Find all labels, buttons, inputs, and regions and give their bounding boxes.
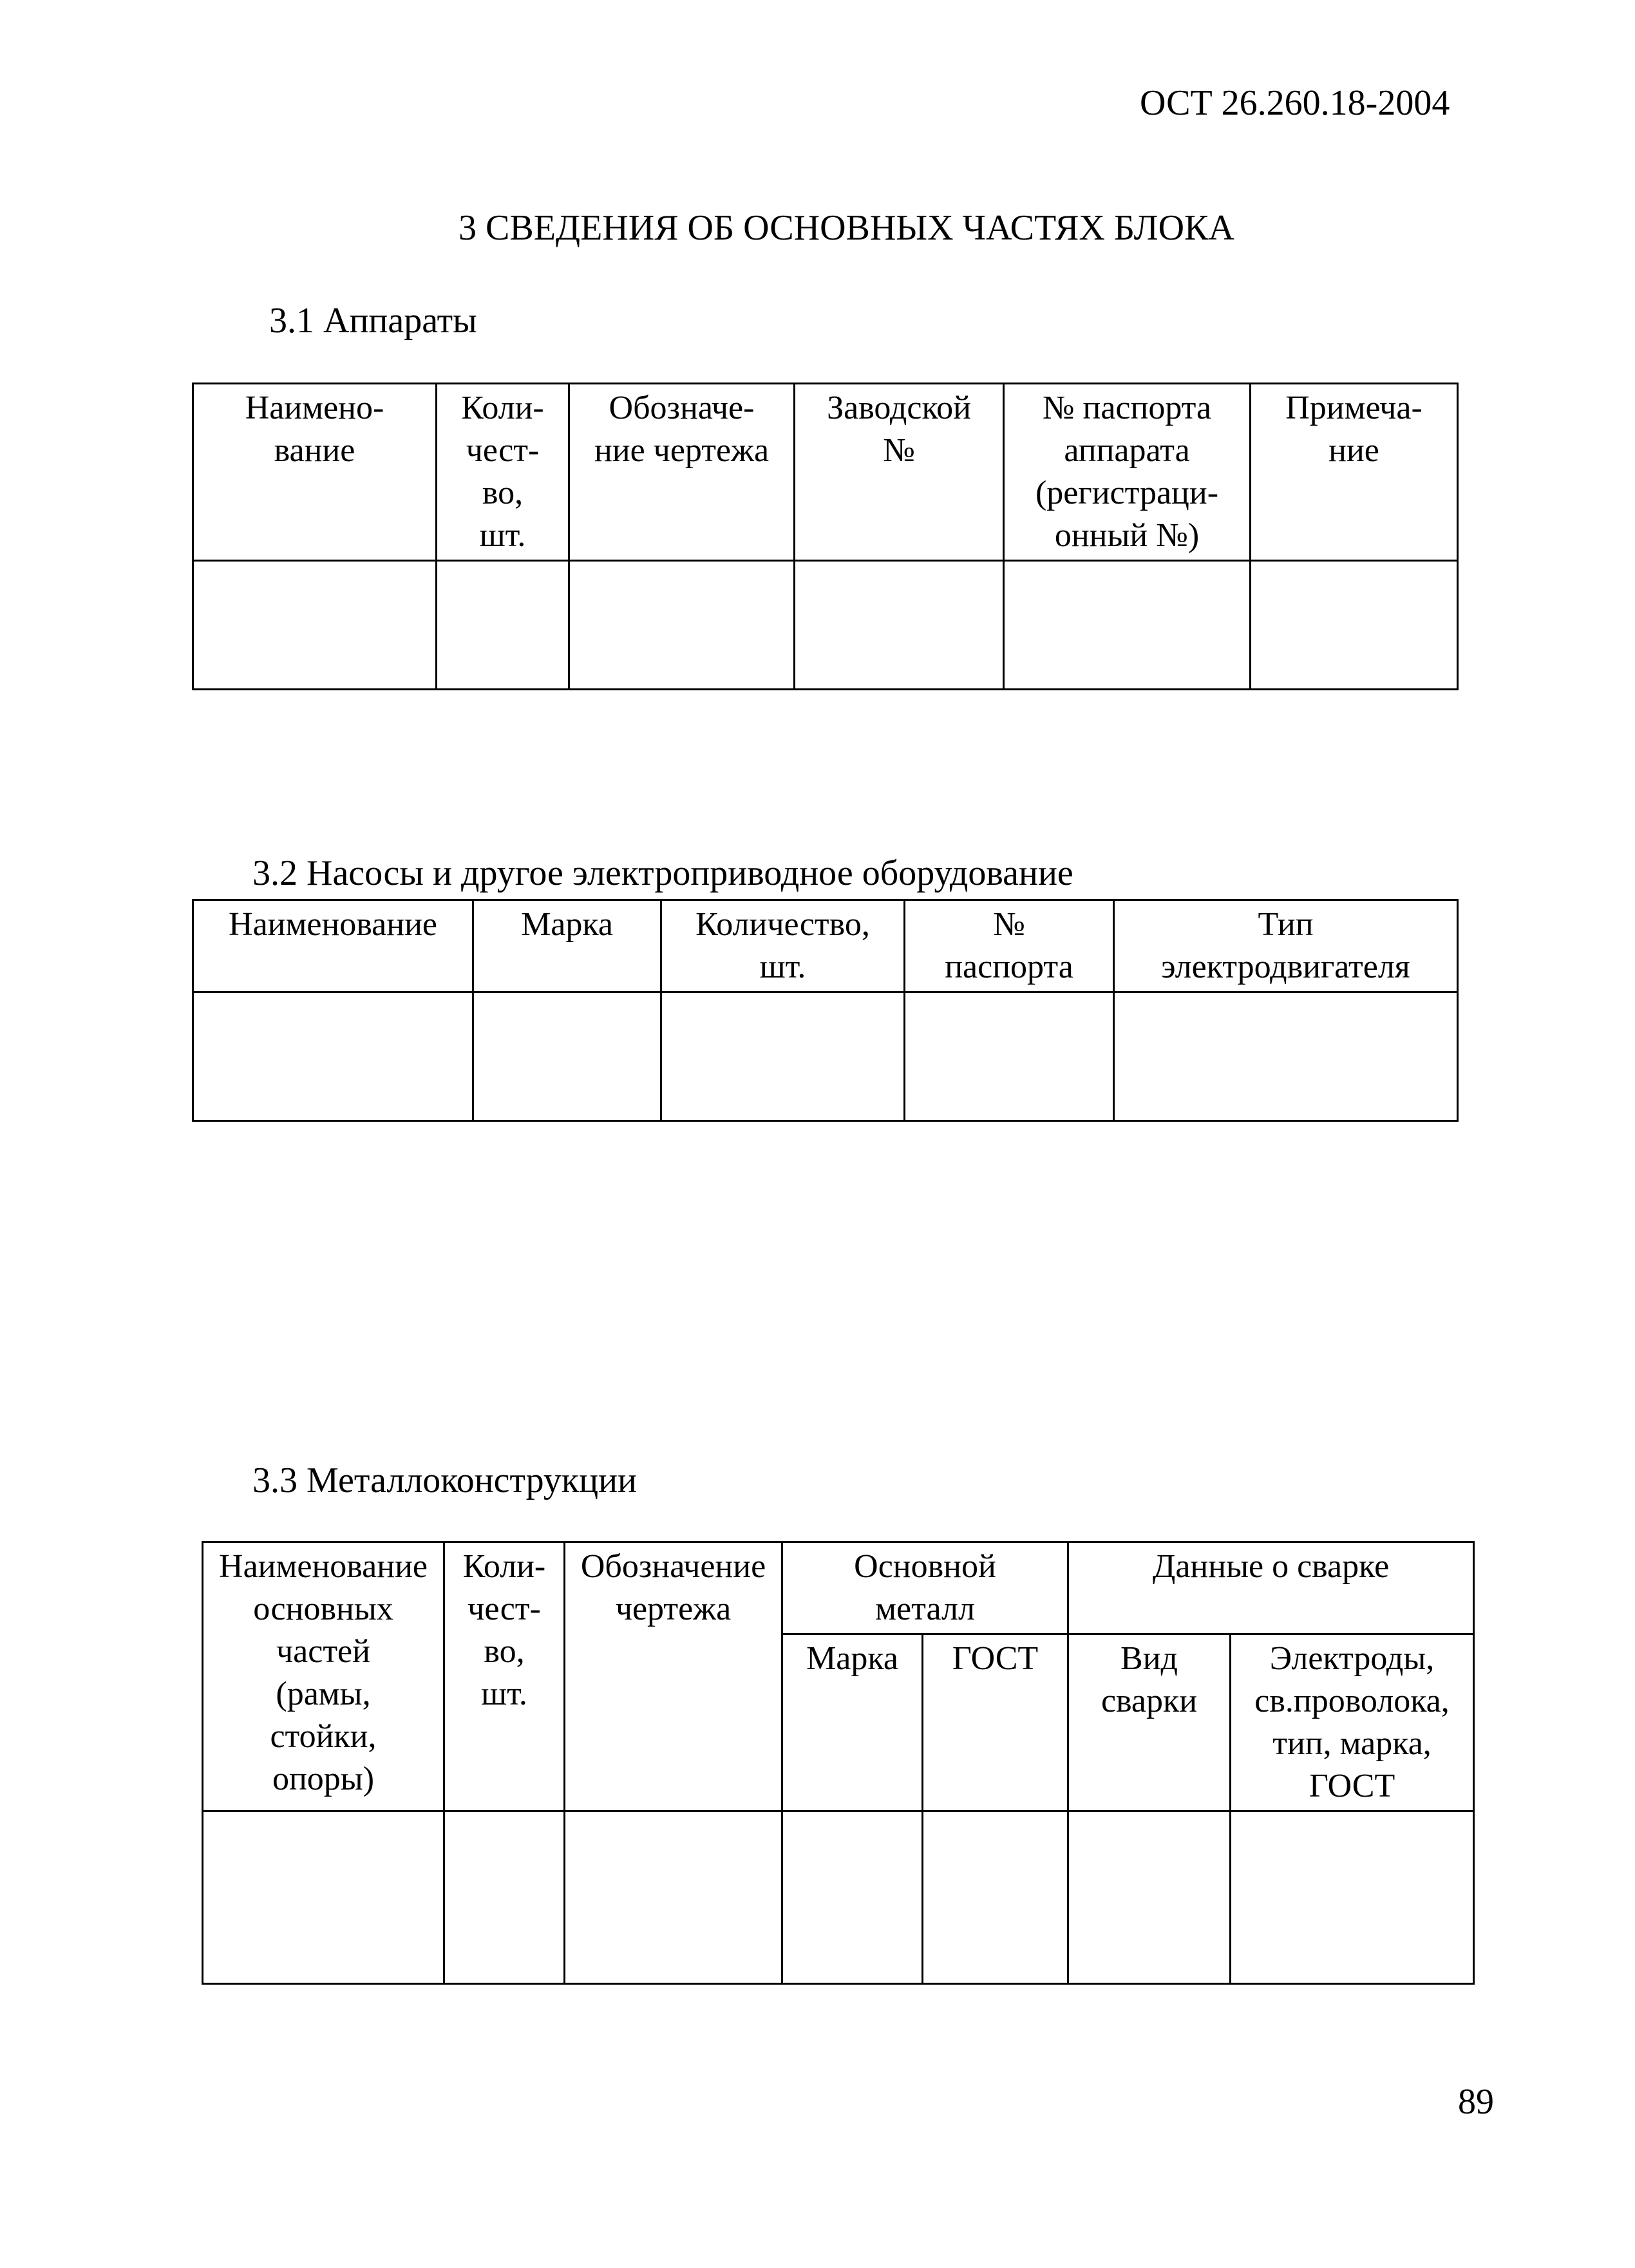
header-cell-motor-type: Тип электродвигателя <box>1114 900 1458 992</box>
header-cell-quantity: Коли- чест- во, шт. <box>444 1542 565 1811</box>
table-cell[interactable] <box>782 1811 923 1984</box>
header-cell-weld-type: Вид сварки <box>1068 1634 1231 1811</box>
table-cell[interactable] <box>193 992 473 1121</box>
table-cell[interactable] <box>569 561 795 690</box>
table-row <box>203 1811 1474 1984</box>
document-code: ОСТ 26.260.18-2004 <box>1140 83 1450 123</box>
header-cell-drawing: Обозначение чертежа <box>565 1542 782 1811</box>
table-cell[interactable] <box>1231 1811 1474 1984</box>
table-row <box>193 992 1458 1121</box>
metal-structures-table <box>202 1541 1475 1985</box>
header-cell-base-metal: Основной металл <box>782 1542 1068 1634</box>
table-cell[interactable] <box>203 1811 444 1984</box>
header-cell-passport: № паспорта <box>905 900 1114 992</box>
table-cell[interactable] <box>795 561 1004 690</box>
table-header-row <box>193 900 1458 992</box>
subsection-title-pumps: 3.2 Насосы и другое электроприводное оборудование <box>252 853 1073 893</box>
header-cell-quantity: Количество, шт. <box>661 900 905 992</box>
table-cell[interactable] <box>905 992 1114 1121</box>
table-cell[interactable] <box>1251 561 1458 690</box>
apparatus-table <box>192 383 1459 690</box>
table-row <box>193 561 1458 690</box>
header-cell-name: Наименование основных частей (рамы, стойки, опоры) <box>203 1542 444 1811</box>
table-cell[interactable] <box>444 1811 565 1984</box>
table-cell[interactable] <box>1004 561 1251 690</box>
header-cell-electrodes: Электроды, св.проволока, тип, марка, ГОСТ <box>1231 1634 1474 1811</box>
table-cell[interactable] <box>437 561 569 690</box>
subsection-title-apparatus: 3.1 Аппараты <box>269 301 477 341</box>
pumps-table <box>192 899 1459 1122</box>
table-cell[interactable] <box>923 1811 1068 1984</box>
table-cell[interactable] <box>1068 1811 1231 1984</box>
page-number: 89 <box>1458 2082 1494 2122</box>
header-cell-name: Наименование <box>193 900 473 992</box>
header-cell-quantity: Коли- чест- во, шт. <box>437 384 569 561</box>
table-cell[interactable] <box>1114 992 1458 1121</box>
header-cell-name: Наимено- вание <box>193 384 437 561</box>
table-header-row <box>203 1542 1474 1634</box>
header-cell-brand: Марка <box>473 900 661 992</box>
table-cell[interactable] <box>473 992 661 1121</box>
table-cell[interactable] <box>565 1811 782 1984</box>
section-title: 3 СВЕДЕНИЯ ОБ ОСНОВНЫХ ЧАСТЯХ БЛОКА <box>458 208 1234 248</box>
table-cell[interactable] <box>661 992 905 1121</box>
header-cell-welding-data: Данные о сварке <box>1068 1542 1474 1634</box>
header-cell-passport: № паспорта аппарата (регистраци- онный №) <box>1004 384 1251 561</box>
header-cell-note: Примеча- ние <box>1251 384 1458 561</box>
header-cell-gost: ГОСТ <box>923 1634 1068 1811</box>
header-cell-drawing: Обозначе- ние чертежа <box>569 384 795 561</box>
header-cell-serial: Заводской № <box>795 384 1004 561</box>
header-cell-mark: Марка <box>782 1634 923 1811</box>
table-header-row <box>193 384 1458 561</box>
table-cell[interactable] <box>193 561 437 690</box>
subsection-title-metal-structures: 3.3 Металлоконструкции <box>252 1460 638 1500</box>
